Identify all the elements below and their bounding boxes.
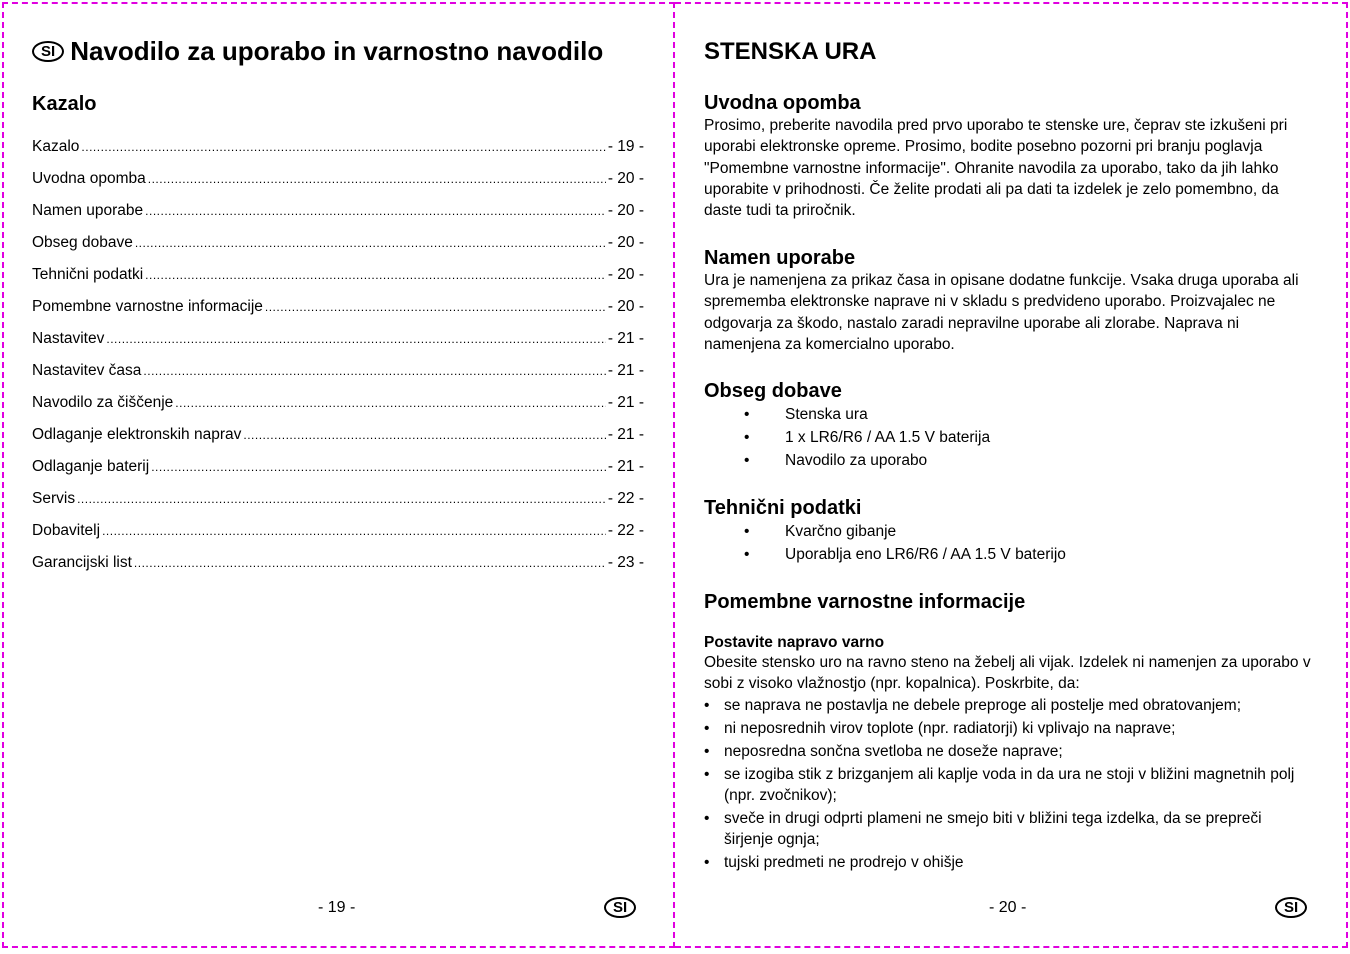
toc-entry bbox=[32, 234, 644, 266]
footer-language-badge: SI bbox=[604, 897, 636, 918]
toc-entry-page: - 20 - bbox=[607, 298, 644, 315]
toc-entry bbox=[32, 554, 644, 586]
toc-entry-page: - 21 - bbox=[607, 394, 644, 411]
toc-entry-page: - 20 - bbox=[607, 266, 644, 283]
section-safety bbox=[704, 591, 1314, 875]
toc-entry bbox=[32, 394, 644, 426]
toc-leader-dots bbox=[102, 522, 606, 540]
toc-entry-title: Dobavitelj bbox=[32, 522, 101, 539]
toc-leader-dots bbox=[143, 362, 605, 380]
list-item: • se naprava ne postavlja ne debele preproge ali postelje med obratovanjem; bbox=[704, 695, 1314, 716]
toc-entry bbox=[32, 522, 644, 554]
toc-entry bbox=[32, 490, 644, 522]
toc-leader-dots bbox=[81, 138, 605, 156]
list-item: • ni neposrednih virov toplote (npr. radiatorji) ki vplivajo na naprave; bbox=[704, 718, 1314, 739]
toc-entry bbox=[32, 202, 644, 234]
delivery-list bbox=[704, 403, 1314, 472]
list-item: • Kvarčno gibanje bbox=[704, 520, 1314, 543]
page-title bbox=[32, 36, 603, 67]
language-badge: SI bbox=[32, 41, 64, 62]
toc-entry-title: Servis bbox=[32, 490, 76, 507]
list-item: • sveče in drugi odprti plameni ne smejo biti v bližini tega izdelka, da se prepreči širjenje ognja; bbox=[704, 808, 1314, 851]
section-heading: Uvodna opomba bbox=[704, 92, 861, 114]
section-text: Ura je namenjena za prikaz časa in opisane dodatne funkcije. Vsaka druga uporaba ali sprememba elektronske naprave ni v skladu s predvideno uporabo. Proizvajalec ne odgovarja za škodo, nastalo zaradi nepravilne uporabe ali zlorabe. Naprava ni namenjena za komercialno uporabo. bbox=[704, 272, 1299, 353]
toc-entry-page: - 20 - bbox=[607, 202, 644, 219]
left-page bbox=[2, 2, 675, 948]
toc-entry-title: Garancijski list bbox=[32, 554, 132, 571]
section-purpose bbox=[704, 247, 1314, 355]
toc-entry-page: - 21 - bbox=[607, 330, 644, 347]
toc-leader-dots bbox=[265, 298, 606, 316]
toc-entry-title: Tehnični podatki bbox=[32, 266, 144, 283]
toc-entry-page: - 22 - bbox=[607, 522, 644, 539]
toc-entry bbox=[32, 266, 644, 298]
toc-entry-page: - 19 - bbox=[607, 138, 644, 155]
list-item: • 1 x LR6/R6 / AA 1.5 V baterija bbox=[704, 426, 1314, 449]
toc-leader-dots bbox=[175, 394, 606, 412]
toc-entry-title: Uvodna opomba bbox=[32, 170, 146, 187]
section-intro bbox=[704, 92, 1314, 221]
toc-entry-title: Pomembne varnostne informacije bbox=[32, 298, 263, 315]
list-item: • se izogiba stik z brizganjem ali kaplje voda in da ura ne stoji v bližini magnetnih polj (npr. zvočnikov); bbox=[704, 764, 1314, 807]
toc-entry-title: Navodilo za čiščenje bbox=[32, 394, 174, 411]
page-title-text: Navodilo za uporabo in varnostno navodilo bbox=[70, 36, 604, 66]
toc-entry-title: Obseg dobave bbox=[32, 234, 133, 251]
section-heading: Tehnični podatki bbox=[704, 497, 862, 519]
toc-entry-page: - 21 - bbox=[607, 426, 644, 443]
document-title: STENSKA URA bbox=[704, 38, 877, 65]
section-tech bbox=[704, 497, 1314, 566]
list-item: • Stenska ura bbox=[704, 403, 1314, 426]
safety-list bbox=[704, 695, 1314, 874]
toc-entry-page: - 22 - bbox=[607, 490, 644, 507]
tech-list bbox=[704, 520, 1314, 566]
section-heading: Namen uporabe bbox=[704, 247, 856, 269]
toc-entry bbox=[32, 330, 644, 362]
toc-entry-page: - 21 - bbox=[607, 458, 644, 475]
toc-entry bbox=[32, 426, 644, 458]
toc-leader-dots bbox=[145, 202, 606, 220]
toc-entry-title: Namen uporabe bbox=[32, 202, 144, 219]
section-heading: Obseg dobave bbox=[704, 380, 842, 402]
subsection-heading: Postavite napravo varno bbox=[704, 634, 885, 651]
list-item: • Uporablja eno LR6/R6 / AA 1.5 V baterijo bbox=[704, 543, 1314, 566]
list-item: • neposredna sončna svetloba ne doseže naprave; bbox=[704, 741, 1314, 762]
toc-entry bbox=[32, 138, 644, 170]
toc-entry bbox=[32, 298, 644, 330]
toc-entry bbox=[32, 170, 644, 202]
toc-entry-title: Nastavitev časa bbox=[32, 362, 142, 379]
toc-leader-dots bbox=[106, 330, 605, 348]
toc-entry-page: - 23 - bbox=[607, 554, 644, 571]
toc-entry-title: Nastavitev bbox=[32, 330, 105, 347]
toc-entry-title: Odlaganje baterij bbox=[32, 458, 150, 475]
list-item: • tujski predmeti ne prodrejo v ohišje bbox=[704, 852, 1314, 873]
toc-entry-title: Odlaganje elektronskih naprav bbox=[32, 426, 242, 443]
section-heading: Pomembne varnostne informacije bbox=[704, 591, 1026, 613]
toc-entry bbox=[32, 362, 644, 394]
toc-entry bbox=[32, 458, 644, 490]
toc-heading: Kazalo bbox=[32, 93, 97, 115]
toc-entry-title: Kazalo bbox=[32, 138, 80, 155]
toc-entry-page: - 20 - bbox=[607, 234, 644, 251]
section-text: Obesite stensko uro na ravno steno na žebelj ali vijak. Izdelek ni namenjen za uporabo v sobi z visoko vlažnostjo (npr. kopalnica). Poskrbite, da: bbox=[704, 654, 1311, 693]
toc-entry-page: - 21 - bbox=[607, 362, 644, 379]
toc-leader-dots bbox=[145, 266, 606, 284]
page-number: - 19 - bbox=[318, 899, 356, 916]
toc-leader-dots bbox=[243, 426, 605, 444]
section-text: Prosimo, preberite navodila pred prvo uporabo te stenske ure, čeprav ste izkušeni pri uporabi elektronske opreme. Prosimo, bodite posebno pozorni pri branju poglavja "Pomembne varnostne informacije". Ohranite navodila za uporabo, tako da jih lahko uporabite v prihodnosti. Če želite prodati ali pa dati ta izdelek je zelo pomembno, da daste tudi ta priročnik. bbox=[704, 117, 1288, 220]
toc-entry-page: - 20 - bbox=[607, 170, 644, 187]
footer-language-badge: SI bbox=[1275, 897, 1307, 918]
right-page bbox=[675, 2, 1348, 948]
section-delivery bbox=[704, 380, 1314, 472]
toc-leader-dots bbox=[134, 554, 606, 572]
list-item: • Navodilo za uporabo bbox=[704, 449, 1314, 472]
page-number: - 20 - bbox=[989, 899, 1027, 916]
toc-leader-dots bbox=[77, 490, 606, 508]
toc-leader-dots bbox=[135, 234, 606, 252]
toc-leader-dots bbox=[151, 458, 606, 476]
table-of-contents bbox=[32, 138, 644, 586]
toc-leader-dots bbox=[148, 170, 606, 188]
